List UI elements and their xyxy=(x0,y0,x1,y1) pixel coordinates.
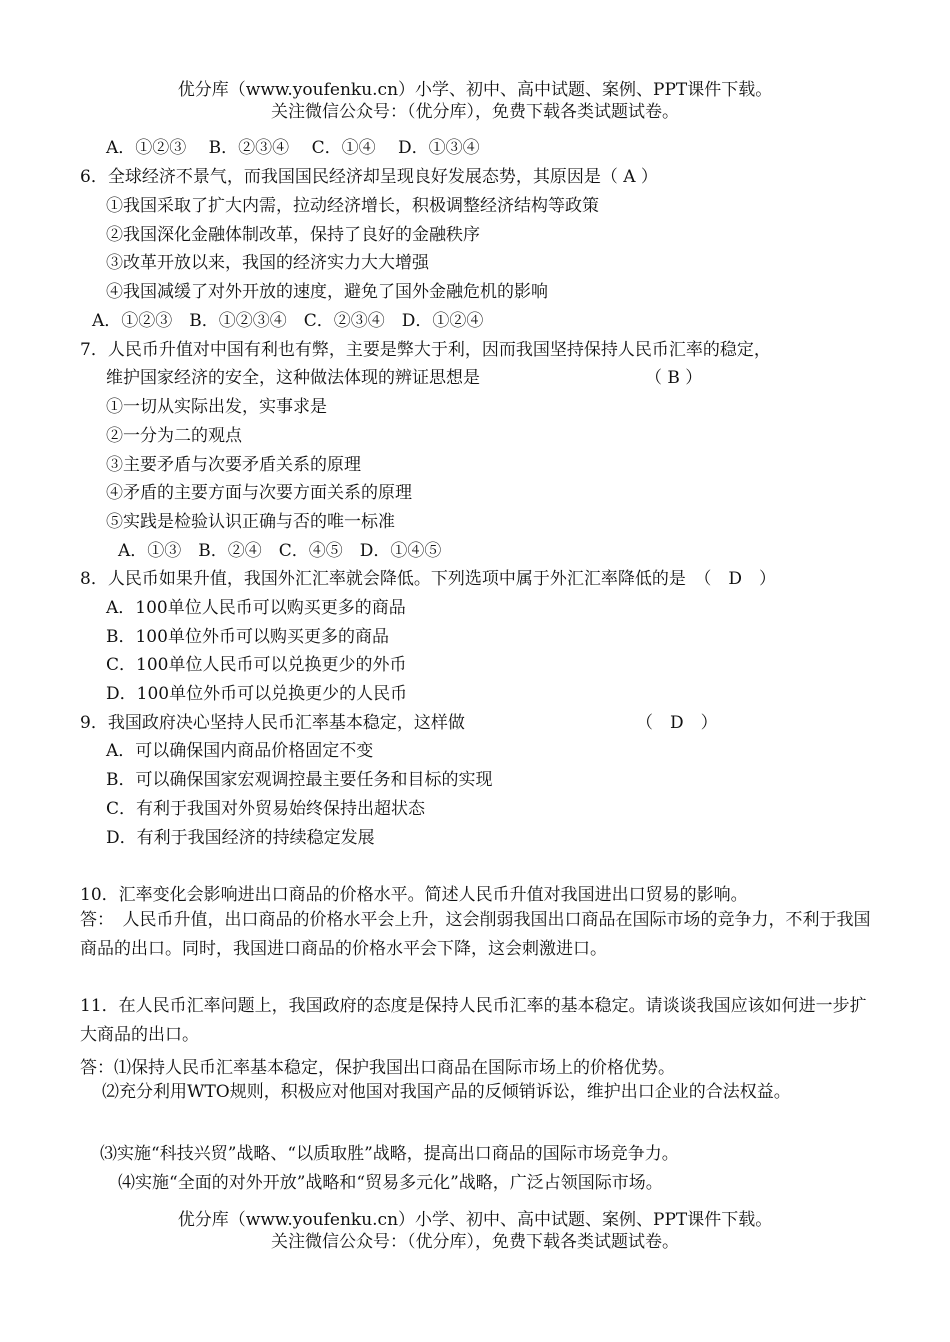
q10-stem: 10．汇率变化会影响进出口商品的价格水平。简述人民币升值对我国进出口贸易的影响。 xyxy=(80,885,748,905)
q7-item-1: ①一切从实际出发，实事求是 xyxy=(106,397,327,417)
q6-item-2: ②我国深化金融体制改革，保持了良好的金融秩序 xyxy=(106,225,480,245)
q8-stem: 8．人民币如果升值，我国外汇汇率就会降低。下列选项中属于外汇汇率降低的是 （ D ） xyxy=(80,569,776,589)
q11-answer-1: 答：⑴保持人民币汇率基本稳定，保护我国出口商品在国际市场上的价格优势。 xyxy=(80,1058,675,1078)
q9-option-b: B．可以确保国家宏观调控最主要任务和目标的实现 xyxy=(106,770,493,790)
header-line-1: 优分库（www.youfenku.cn）小学、初中、高中试题、案例、PPT课件下载。 xyxy=(177,80,773,100)
q11-stem: 11．在人民币汇率问题上，我国政府的态度是保持人民币汇率的基本稳定。请谈谈我国应该如何进一步扩大商品的出口。 xyxy=(80,996,867,1045)
q9-option-a: A．可以确保国内商品价格固定不变 xyxy=(106,741,374,761)
q5-choices: A．①②③ B．②③④ C．①④ D．①③④ xyxy=(106,138,480,158)
q9-option-d: D．有利于我国经济的持续稳定发展 xyxy=(106,828,375,848)
q7-answer: （ B ） xyxy=(645,368,703,388)
q7-stem-line-1: 7．人民币升值对中国有利也有弊，主要是弊大于利，因而我国坚持保持人民币汇率的稳定， xyxy=(80,340,771,360)
q11-answer-2: ⑵充分利用WTO规则，积极应对他国对我国产品的反倾销诉讼，维护出口企业的合法权益。 xyxy=(102,1082,791,1102)
q8-option-d: D．100单位外币可以兑换更少的人民币 xyxy=(106,684,408,704)
q7-item-3: ③主要矛盾与次要矛盾关系的原理 xyxy=(106,455,361,475)
footer-line-2: 关注微信公众号：（优分库），免费下载各类试题试卷。 xyxy=(271,1232,679,1252)
q8-option-a: A．100单位人民币可以购买更多的商品 xyxy=(106,598,406,618)
q6-choices: A．①②③ B．①②③④ C．②③④ D．①②④ xyxy=(92,311,484,331)
q7-item-5: ⑤实践是检验认识正确与否的唯一标准 xyxy=(106,512,395,532)
header-line-2: 关注微信公众号：（优分库），免费下载各类试题试卷。 xyxy=(271,102,679,122)
q7-choices: A．①③ B．②④ C．④⑤ D．①④⑤ xyxy=(118,541,442,561)
q10-answer: 答： 人民币升值，出口商品的价格水平会上升，这会削弱我国出口商品在国际市场的竞争力，不利于我国商品的出口。同时，我国进口商品的价格水平会下降，这会刺激进口。 xyxy=(80,910,871,959)
q7-item-2: ②一分为二的观点 xyxy=(106,426,242,446)
q8-option-c: C．100单位人民币可以兑换更少的外币 xyxy=(106,655,407,675)
q9-option-c: C．有利于我国对外贸易始终保持出超状态 xyxy=(106,799,426,819)
q9-answer: （ D ） xyxy=(636,713,718,733)
q6-stem: 6．全球经济不景气，而我国国民经济却呈现良好发展态势，其原因是（ A ） xyxy=(80,167,658,187)
q7-item-4: ④矛盾的主要方面与次要方面关系的原理 xyxy=(106,483,412,503)
q6-item-4: ④我国减缓了对外开放的速度，避免了国外金融危机的影响 xyxy=(106,282,548,302)
page-header xyxy=(0,79,950,123)
q9-stem: 9．我国政府决心坚持人民币汇率基本稳定，这样做 xyxy=(80,713,465,733)
q8-option-b: B．100单位外币可以购买更多的商品 xyxy=(106,627,389,647)
page-footer xyxy=(0,1209,950,1253)
q11-answer-3: ⑶实施“科技兴贸”战略、“以质取胜”战略，提高出口商品的国际市场竞争力。 xyxy=(100,1144,679,1164)
q6-item-1: ①我国采取了扩大内需，拉动经济增长，积极调整经济结构等政策 xyxy=(106,196,599,216)
q6-item-3: ③改革开放以来，我国的经济实力大大增强 xyxy=(106,253,429,273)
q7-stem-line-2: 维护国家经济的安全，这种做法体现的辨证思想是 xyxy=(106,368,480,388)
footer-line-1: 优分库（www.youfenku.cn）小学、初中、高中试题、案例、PPT课件下载。 xyxy=(177,1210,773,1230)
q11-answer-4: ⑷实施“全面的对外开放”战略和“贸易多元化”战略，广泛占领国际市场。 xyxy=(118,1173,663,1193)
